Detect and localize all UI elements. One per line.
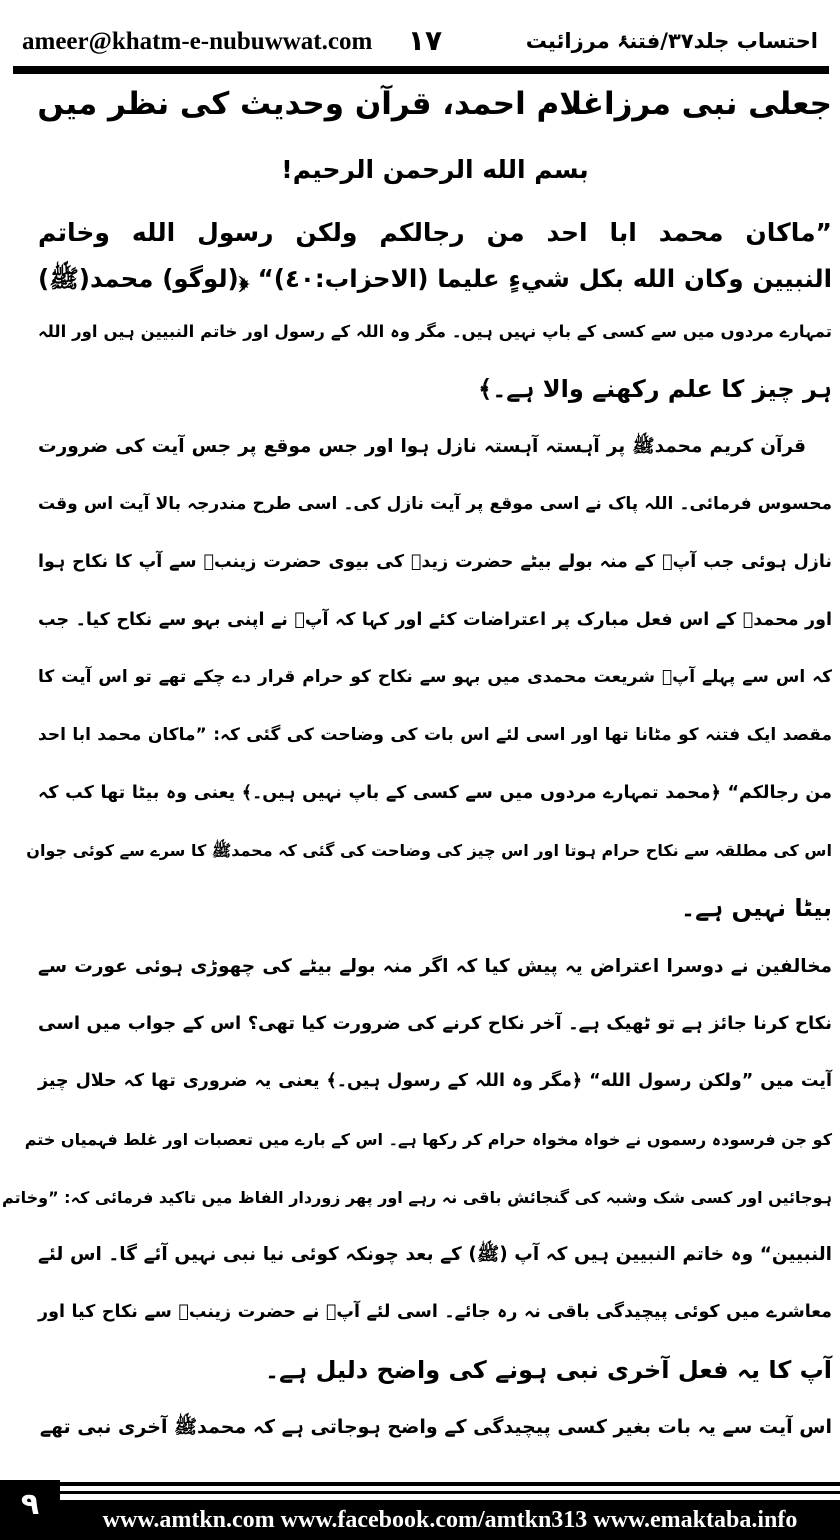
text-line: کہ اس سے پہلے آپؐ شریعت محمدی میں بہو سے نکاح کو حرام قرار دے چکے تھے تو اس آیت کا bbox=[38, 667, 832, 688]
text-line: اور محمدﷺ کے اس فعل مبارک پر اعتراضات کئے اور کہا کہ آپؐ نے اپنی بہو سے نکاح کیا۔ جب bbox=[38, 609, 832, 630]
text-line: اس کی مطلقہ سے نکاح حرام ہوتا اور اس چیز کی وضاحت کی گئی کہ محمدﷺ کا سرے سے کوئی جوان bbox=[26, 841, 832, 861]
text-line: معاشرے میں کوئی پیچیدگی باقی نہ رہ جائے۔ اسی لئے آپؐ نے حضرت زینبؓ سے نکاح کیا اور bbox=[38, 1301, 832, 1322]
text-line: من رجالكم“ ﴿محمد تمہارے مردوں میں سے کسی کے باپ نہیں ہیں۔﴾ یعنی وہ بیٹا تھا کب کہ bbox=[38, 782, 832, 803]
verse-line: النبيين وكان الله بكل شيءٍ عليما (الاحزاب:٤٠)“ ﴿(لوگو) محمد(ﷺ) bbox=[38, 264, 832, 293]
footer-page-number: ۹ bbox=[0, 1480, 60, 1540]
text-line: قرآن کریم محمدﷺ پر آہستہ آہستہ نازل ہوا اور جس موقع پر جس آیت کی ضرورت bbox=[38, 436, 806, 458]
text-line: آپ کا یہ فعل آخری نبی ہونے کی واضح دلیل ہے۔ bbox=[265, 1355, 832, 1384]
header-rule bbox=[13, 66, 829, 74]
article-title: جعلی نبی مرزاغلام احمد، قرآن وحدیث کی نظر میں bbox=[37, 86, 832, 122]
bismillah: بسم الله الرحمن الرحيم! bbox=[281, 155, 589, 184]
text-line: محسوس فرمائی۔ اللہ پاک نے اسی موقع پر آیت نازل کی۔ اسی طرح مندرجہ بالا آیت اس وقت bbox=[38, 494, 832, 515]
header-page-number: ۱۷ bbox=[407, 24, 443, 57]
text-line: تمہارے مردوں میں سے کسی کے باپ نہیں ہیں۔ مگر وہ اللہ کے رسول اور خاتم النبیین ہیں اور اللہ bbox=[38, 322, 832, 341]
text-line: مقصد ایک فتنہ کو مٹانا تھا اور اسی لئے اس بات کی وضاحت کی گئی کہ: ”ماكان محمد ابا احد bbox=[38, 724, 832, 745]
footer-rule bbox=[60, 1482, 840, 1486]
text-line: آیت میں ”ولكن رسول الله“ ﴿مگر وہ اللہ کے رسول ہیں۔﴾ یعنی یہ ضروری تھا کہ حلال چیز bbox=[38, 1071, 832, 1092]
article-body bbox=[2, 78, 832, 1457]
footer-rule bbox=[60, 1491, 840, 1494]
text-line: اس آیت سے یہ بات بغیر کسی پیچیدگی کے واضح ہوجاتی ہے کہ محمدﷺ آخری نبی تھے bbox=[39, 1416, 832, 1439]
text-line: بیٹا نہیں ہے۔ bbox=[681, 894, 832, 923]
footer-urls: www.amtkn.com www.facebook.com/amtkn313 www.emaktaba.info bbox=[60, 1500, 840, 1540]
text-line: نکاح کرنا جائز ہے تو ٹھیک ہے۔ آخر نکاح کرنے کی ضرورت کیا تھی؟ اس کے جواب میں اسی bbox=[38, 1013, 832, 1035]
page-header bbox=[0, 18, 840, 64]
header-email: ameer@khatm-e-nubuwwat.com bbox=[22, 28, 373, 55]
verse-line: ”ماكان محمد ابا احد من رجالكم ولكن رسول الله وخاتم bbox=[38, 218, 832, 247]
text-line: ہر چیز کا علم رکھنے والا ہے۔﴾ bbox=[478, 374, 832, 403]
text-line: النبيين“ وہ خاتم النبیین ہیں کہ آپ (ﷺ) کے بعد چونکہ کوئی نیا نبی نہیں آئے گا۔ اس لئے bbox=[38, 1244, 832, 1266]
text-line: ہوجائیں اور کسی شک وشبہ کی گنجائش باقی نہ رہے اور پھر زوردار الفاظ میں تاکید فرمائی کہ: ”وخاتم bbox=[2, 1187, 832, 1207]
text-line: نازل ہوئی جب آپؐ کے منہ بولے بیٹے حضرت زیدؓ کی بیوی حضرت زینبؓ سے آپ کا نکاح ہوا bbox=[38, 551, 832, 572]
text-line: مخالفین نے دوسرا اعتراض یہ پیش کیا کہ اگر منہ بولے بیٹے کی چھوڑی ہوئی عورت سے bbox=[38, 955, 832, 977]
text-line: کو جن فرسودہ رسموں نے خواہ مخواہ حرام کر رکھا ہے۔ اس کے بارے میں تعصبات اور غلط فہمیاں ختم bbox=[24, 1129, 832, 1149]
header-running-title: احتساب جلد۳۷/فتنۂ مرزائیت bbox=[525, 29, 818, 53]
